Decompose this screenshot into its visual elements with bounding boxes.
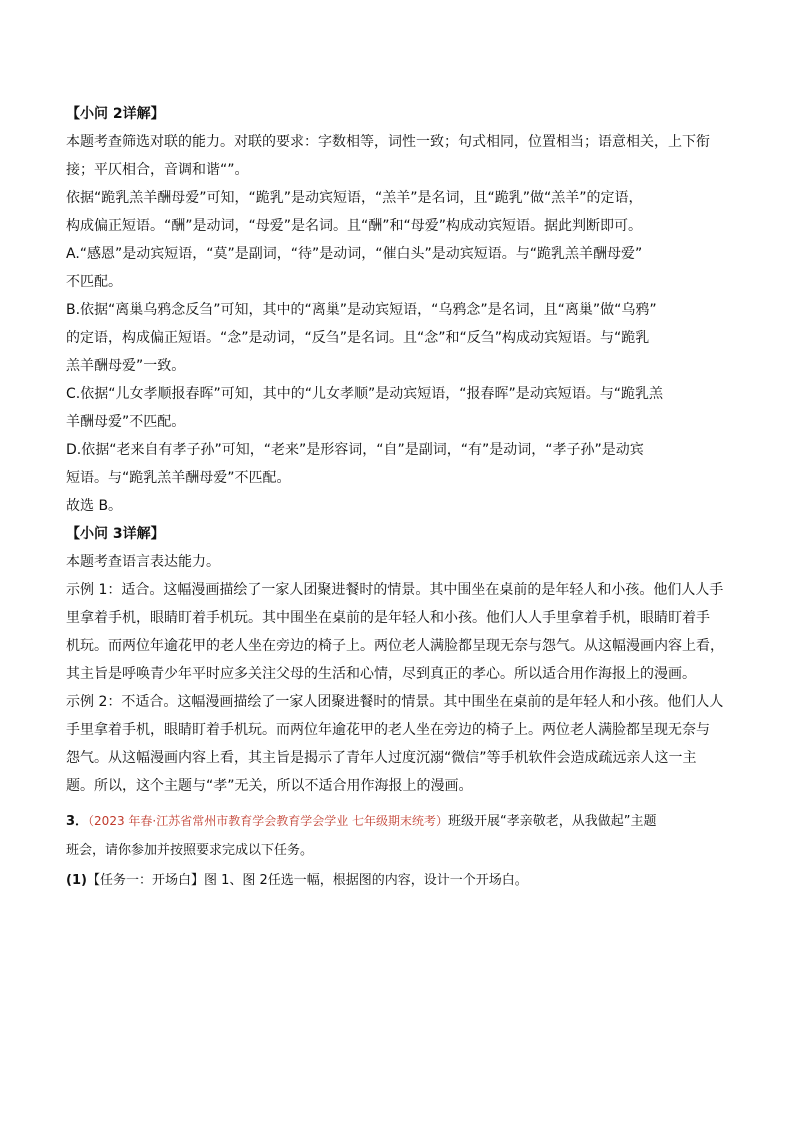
section-3-heading: 【小问 3详解】 [66,526,165,542]
question-text: 班级开展“孝亲敬老，从我做起”主题 [448,814,657,829]
section-2-line: C.依据“儿女孝顺报春晖”可知，其中的“儿女孝顺”是动宾短语，“报春晖”是动宾短语。与“跪乳羔 [66,386,663,402]
task-1 [66,866,730,896]
section-2-line: 本题考查筛选对联的能力。对联的要求：字数相等，词性一致；句式相同，位置相当；语意相关，上下衔 [66,134,710,150]
question-3-stem [66,806,730,836]
section-2-line: 构成偏正短语。“酬”是动词，“母爱”是名词。且“酬”和“母爱”构成动宾短语。据此判断即可。 [66,218,643,234]
question-source: （2023 年春·江苏省常州市教育学会教育学会学业 七年级期末统考） [88,814,449,828]
section-2-heading: 【小问 2详解】 [66,106,165,122]
section-3-line: 示例 1：适合。这幅漫画描绘了一家人团聚进餐时的情景。其中围坐在桌前的是年轻人和小孩。他们人人手 [66,582,724,598]
section-3-line: 怨气。从这幅漫画内容上看，其主旨是揭示了青年人过度沉溺“微信”等手机软件会造成疏远亲人这一主 [66,750,697,766]
section-2-line: B.依据“离巢乌鸦念反刍”可知，其中的“离巢”是动宾短语，“乌鸦念”是名词，且“离巢”做“乌鸦” [66,302,657,318]
section-2-line: 羔羊酬母爱”一致。 [66,358,186,374]
section-3-line: 里拿着手机，眼睛盯着手机玩。其中围坐在桌前的是年轻人和小孩。他们人人手里拿着手机，眼睛盯着手 [66,610,710,626]
question-number: 3． [66,814,89,829]
section-2-line: 依据“跪乳羔羊酬母爱”可知，“跪乳”是动宾短语，“羔羊”是名词，且“跪乳”做“羔羊”的定语， [66,190,643,206]
section-2-line: A.“感恩”是动宾短语，“莫”是副词，“待”是动词，“催白头”是动宾短语。与“跪乳羔羊酬母爱” [66,246,643,262]
section-2-line: D.依据“老来自有孝子孙”可知，“老来”是形容词，“自”是副词，“有”是动词，“孝子孙”是动宾 [66,442,644,458]
section-2-line: 故选 B。 [66,498,123,514]
section-3-line: 机玩。而两位年逾花甲的老人坐在旁边的椅子上。两位老人满脸都呈现无奈与怨气。从这幅漫画内容上看， [66,638,724,654]
question-3-line2: 班会，请你参加并按照要求完成以下任务。 [66,843,314,858]
section-3-line: 其主旨是呼唤青少年平时应多关注父母的生活和心情，尽到真正的孝心。所以适合用作海报上的漫画。 [66,666,696,682]
section-2-line: 短语。与“跪乳羔羊酬母爱”不匹配。 [66,470,291,486]
task-number: (1) [66,873,87,888]
section-2-line: 的定语，构成偏正短语。“念”是动词，“反刍”是名词。且“念”和“反刍”构成动宾短语。与“跪乳 [66,330,650,346]
section-2-line: 不匹配。 [66,274,122,290]
section-3-line: 手里拿着手机，眼睛盯着手机玩。而两位年逾花甲的老人坐在旁边的椅子上。两位老人满脸都呈现无奈与 [66,722,710,738]
section-3-line: 本题考查语言表达能力。 [66,554,220,570]
task-text: 【任务一：开场白】图 1、图 2任选一幅，根据图的内容，设计一个开场白。 [86,873,528,888]
section-2-line: 羊酬母爱”不匹配。 [66,414,186,430]
section-3-line: 题。所以，这个主题与“孝”无关，所以不适合用作海报上的漫画。 [66,778,473,794]
answer-content [66,100,730,896]
section-2-line: 接；平仄相合，音调和谐“”。 [66,162,249,178]
section-3-line: 示例 2：不适合。这幅漫画描绘了一家人团聚进餐时的情景。其中围坐在桌前的是年轻人和小孩。他们人人 [66,694,724,710]
